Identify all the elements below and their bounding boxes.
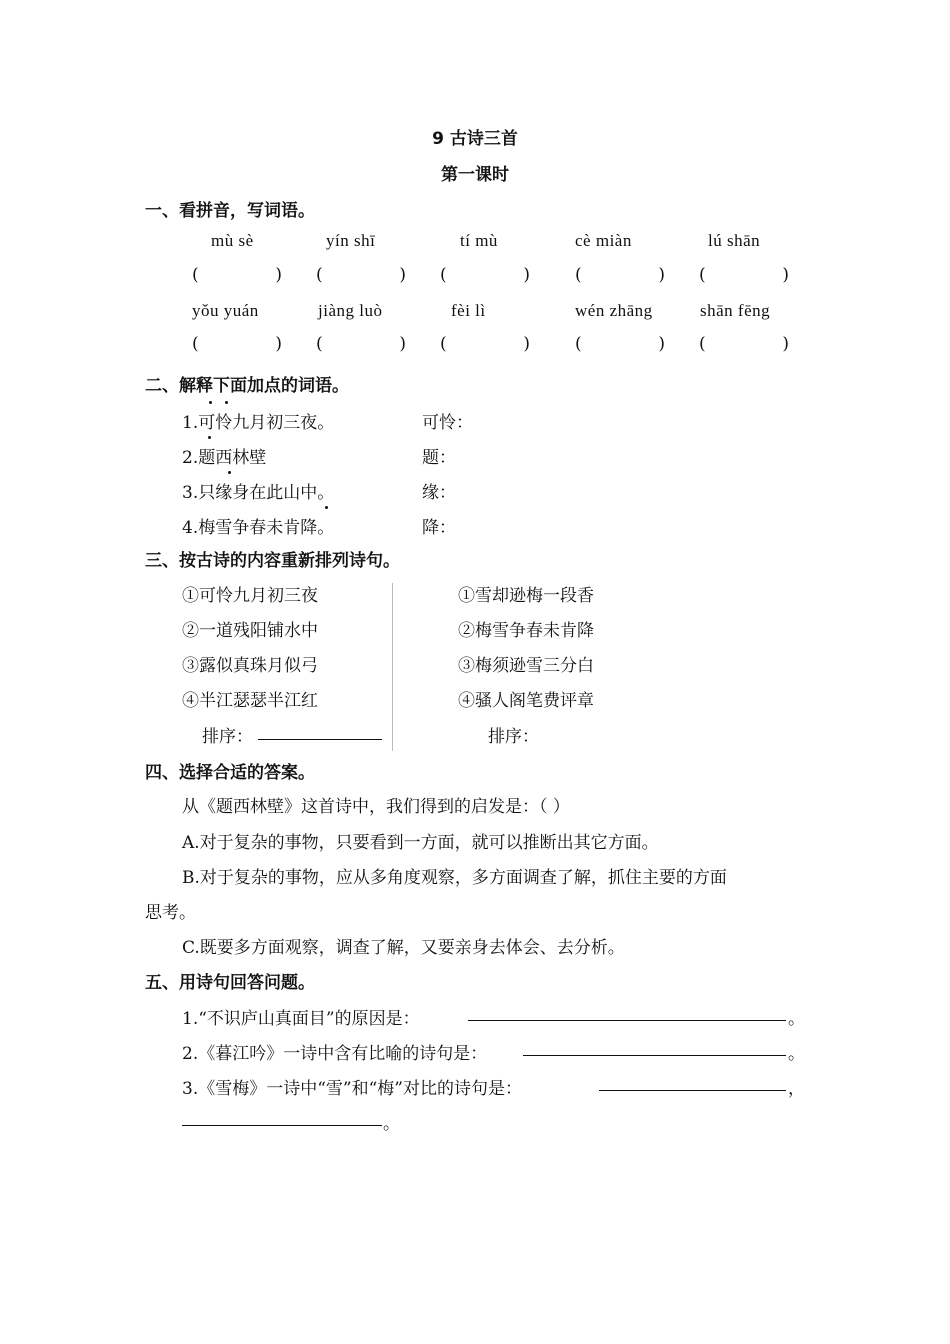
answer-box[interactable]: ( ) (440, 265, 530, 285)
question-5-1: 1.“不识庐山真面目”的原因是： (182, 1009, 420, 1029)
poem-line-left: ①可怜九月初三夜 (182, 586, 318, 606)
order-label-left: 排序： (202, 727, 253, 747)
order-label-right: 排序： (488, 727, 539, 747)
pinyin-item: cè miàn (575, 231, 632, 250)
answer-line-1[interactable] (468, 1020, 786, 1021)
term-3: 缘： (422, 483, 456, 503)
option-b[interactable]: B.对于复杂的事物，应从多角度观察，多方面调查了解，抓住主要的方面 (182, 868, 727, 888)
sentence-3: 3.只缘身在此山中。 (182, 483, 335, 503)
sentence-1: 1.可怜九月初三夜。 (182, 413, 335, 433)
answer-line-2[interactable] (523, 1055, 786, 1056)
emphasis-dot (325, 506, 328, 509)
sentence-2: 2.题西林壁 (182, 448, 267, 468)
pinyin-item: jiàng luò (318, 301, 383, 320)
poem-line-right: ③梅须逊雪三分白 (458, 656, 594, 676)
option-a[interactable]: A.对于复杂的事物，只要看到一方面，就可以推断出其它方面。 (182, 833, 659, 853)
answer-box[interactable]: ( ) (575, 265, 665, 285)
section-2-heading: 二、解释下面加点的词语。 (145, 376, 349, 396)
answer-line-3b[interactable] (182, 1125, 382, 1126)
question-5-3: 3.《雪梅》一诗中“雪”和“梅”对比的诗句是： (182, 1079, 522, 1099)
emphasis-dot (208, 436, 211, 439)
pinyin-item: yín shī (326, 231, 376, 250)
pinyin-item: tí mù (460, 231, 498, 250)
answer-box[interactable]: ( ) (575, 334, 665, 354)
pinyin-item: lú shān (708, 231, 761, 250)
punctuation: 。 (788, 1009, 805, 1029)
emphasis-dot (209, 401, 212, 404)
answer-box[interactable]: ( ) (192, 265, 282, 285)
answer-box[interactable]: ( ) (316, 334, 406, 354)
pinyin-item: fèi lì (451, 301, 486, 320)
section-1-heading: 一、看拼音，写词语。 (145, 201, 315, 221)
section-4-heading: 四、选择合适的答案。 (145, 763, 315, 783)
term-1: 可怜： (422, 413, 473, 433)
pinyin-item: shān fēng (700, 301, 771, 320)
sentence-4: 4.梅雪争春未肯降。 (182, 518, 335, 538)
emphasis-dot (228, 471, 231, 474)
emphasis-dot (225, 401, 228, 404)
answer-box[interactable]: ( ) (440, 334, 530, 354)
punctuation: ， (788, 1079, 805, 1099)
answer-box[interactable]: ( ) (699, 334, 789, 354)
pinyin-item: yǒu yuán (192, 301, 259, 320)
poem-line-left: ④半江瑟瑟半江红 (182, 691, 318, 711)
order-answer-left[interactable] (258, 739, 382, 740)
poem-line-left: ③露似真珠月似弓 (182, 656, 318, 676)
column-divider (392, 583, 393, 751)
answer-box[interactable]: ( ) (192, 334, 282, 354)
pinyin-item: mù sè (211, 231, 254, 250)
poem-line-right: ①雪却逊梅一段香 (458, 586, 594, 606)
worksheet-title: 9 古诗三首 (432, 129, 518, 149)
term-4: 降： (422, 518, 456, 538)
option-c[interactable]: C.既要多方面观察，调查了解，又要亲身去体会、去分析。 (182, 938, 625, 958)
answer-box[interactable]: ( ) (316, 265, 406, 285)
poem-line-left: ②一道残阳铺水中 (182, 621, 318, 641)
answer-line-3a[interactable] (599, 1090, 786, 1091)
term-2: 题： (422, 448, 456, 468)
poem-line-right: ④骚人阁笔费评章 (458, 691, 594, 711)
punctuation: 。 (788, 1044, 805, 1064)
question-5-2: 2.《暮江吟》一诗中含有比喻的诗句是： (182, 1044, 488, 1064)
poem-line-right: ②梅雪争春未肯降 (458, 621, 594, 641)
question-4: 从《题西林壁》这首诗中，我们得到的启发是：（ ） (182, 797, 570, 817)
option-b-continued[interactable]: 思考。 (145, 903, 196, 923)
punctuation: 。 (383, 1114, 400, 1134)
section-5-heading: 五、用诗句回答问题。 (145, 973, 315, 993)
pinyin-item: wén zhāng (575, 301, 653, 320)
answer-box[interactable]: ( ) (699, 265, 789, 285)
lesson-subtitle: 第一课时 (441, 165, 509, 185)
section-3-heading: 三、按古诗的内容重新排列诗句。 (145, 551, 400, 571)
